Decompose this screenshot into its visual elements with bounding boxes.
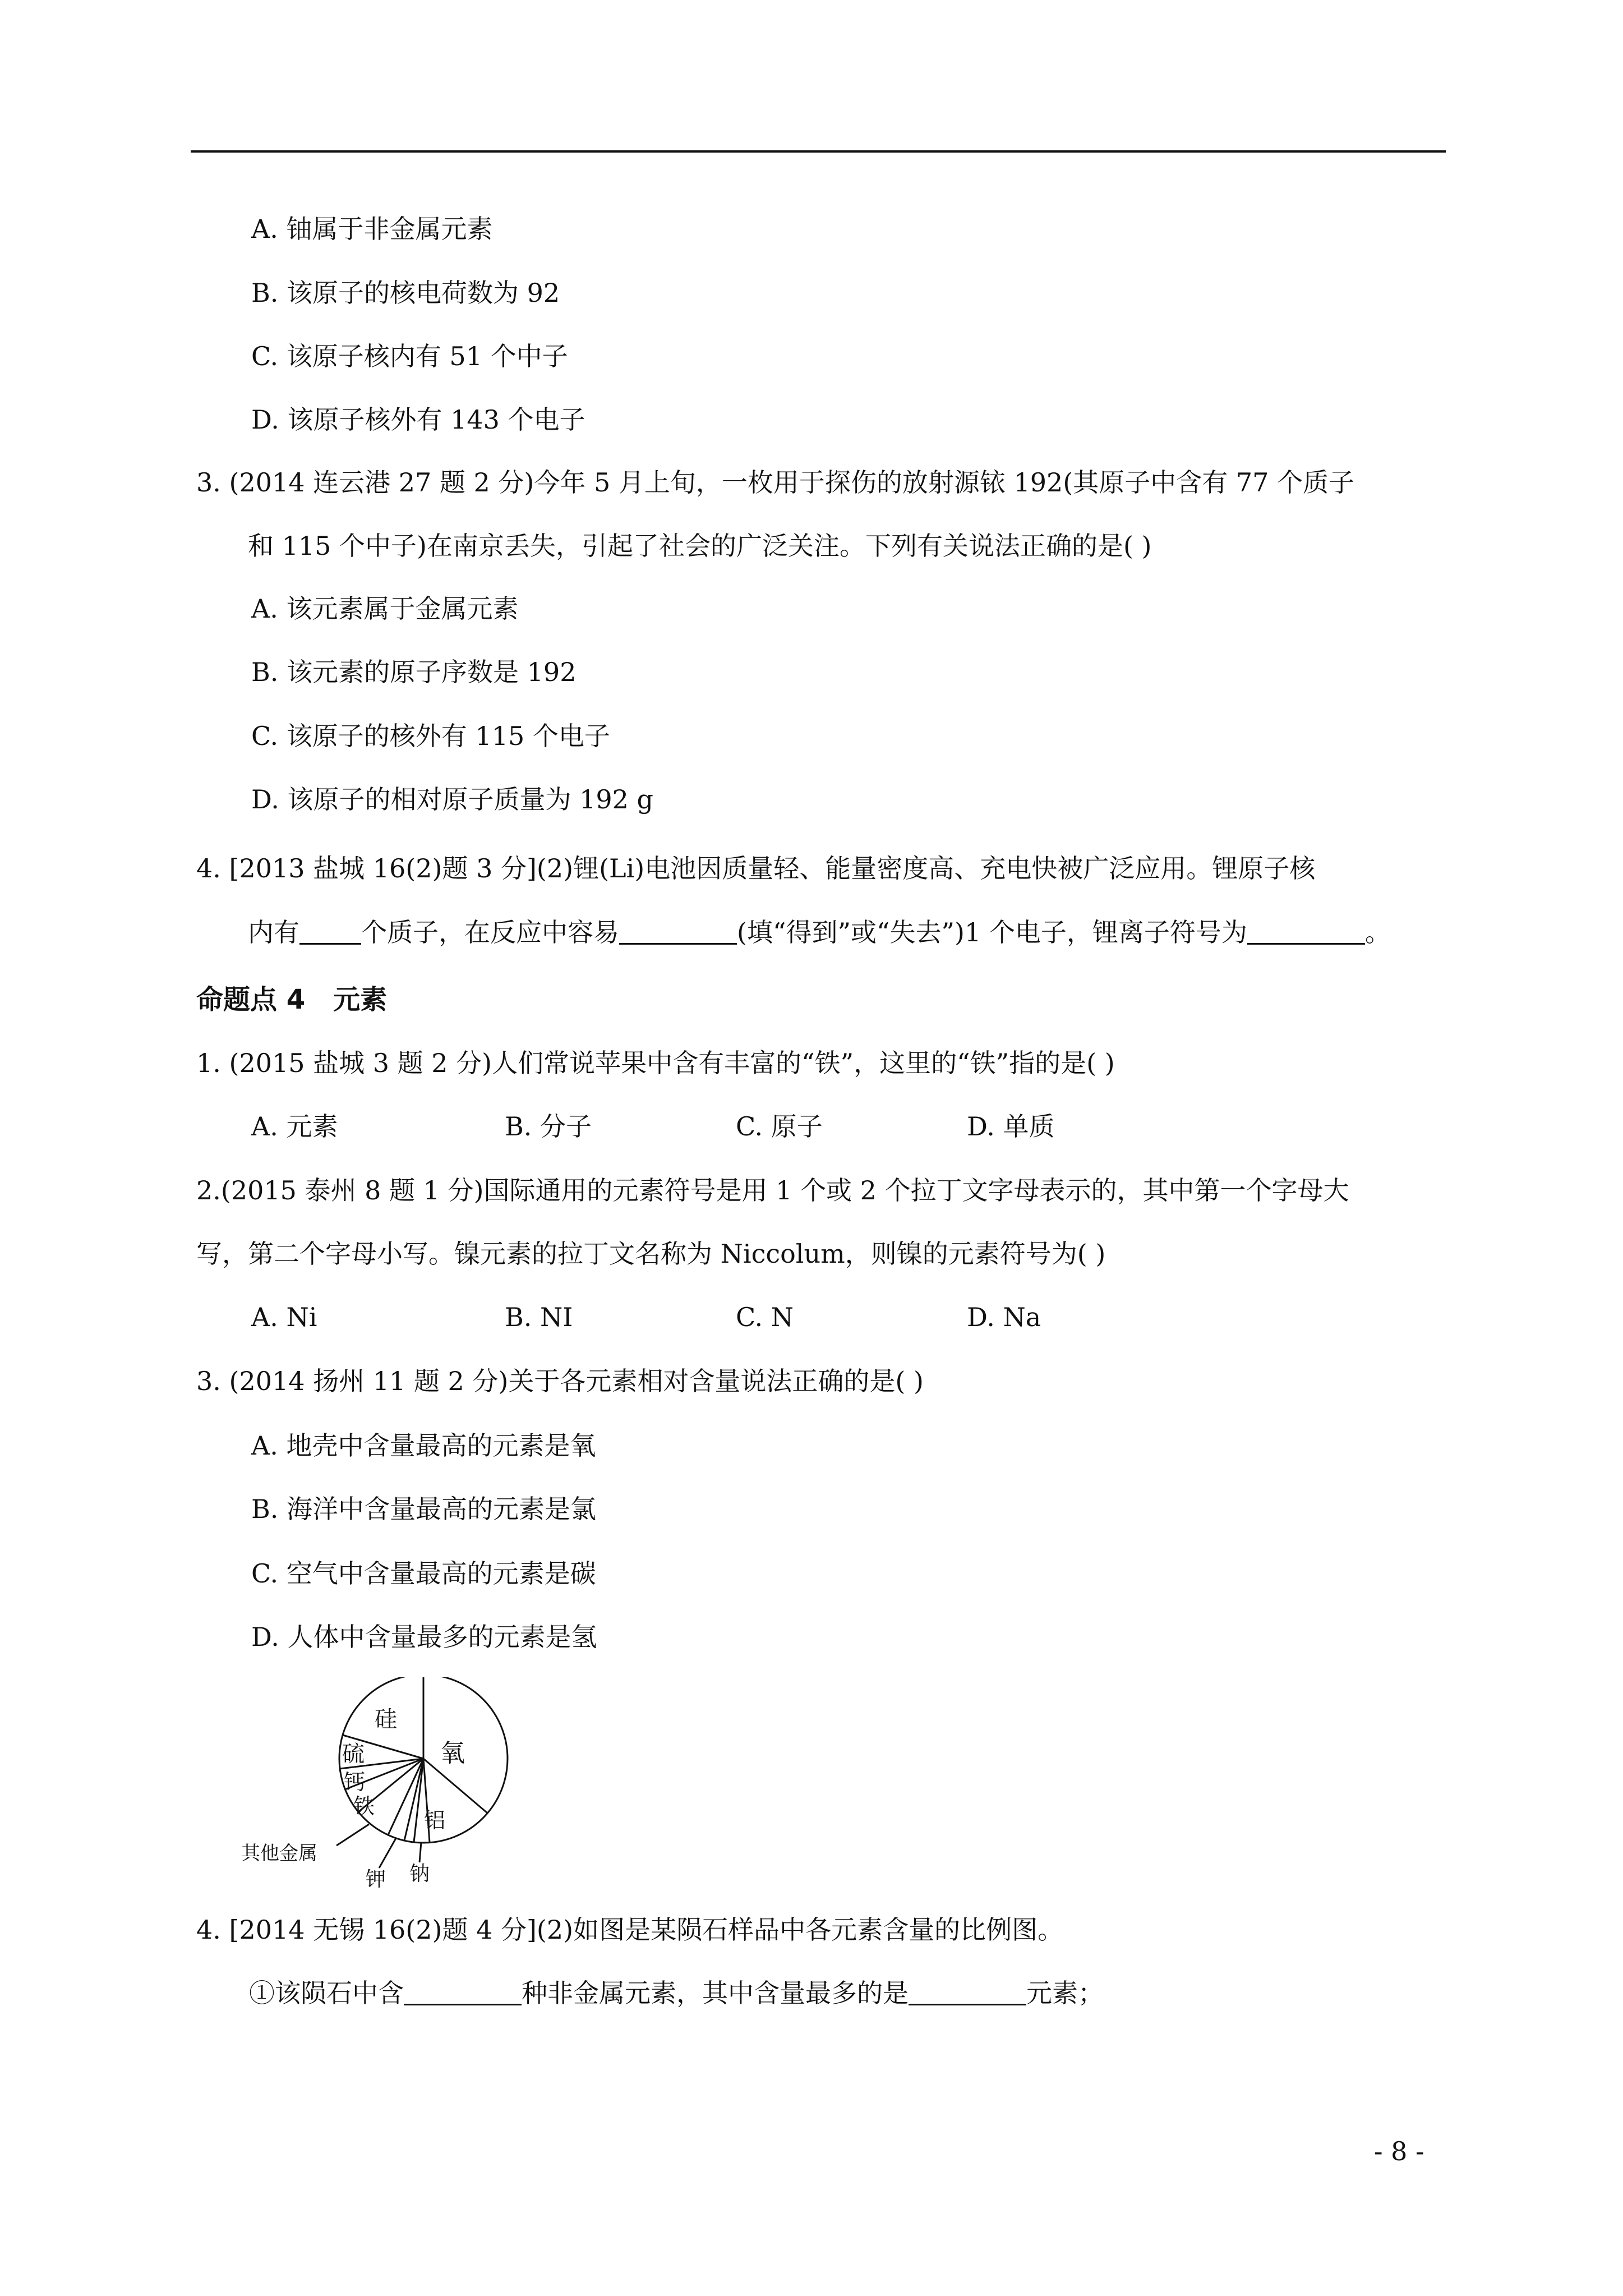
meteorite-pie-figure bbox=[241, 1677, 533, 1890]
label-s: 硫 bbox=[342, 1741, 365, 1767]
s-q4-text-b: 种非金属元素，其中含量最多的是 bbox=[522, 1978, 909, 2008]
s-q2-stem-line1: 2.(2015 泰州 8 题 1 分)国际通用的元素符号是用 1 个或 2 个拉丁文字母表示的，其中第一个字母大 bbox=[196, 1175, 1349, 1205]
s-q1-option-a: A. 元素 bbox=[251, 1111, 338, 1142]
q4-stem-line2 bbox=[248, 915, 1391, 949]
s-q2-option-c: C. N bbox=[736, 1302, 794, 1332]
s-q1-stem: 1. (2015 盐城 3 题 2 分)人们常说苹果中含有丰富的“铁”，这里的“铁”指的是( ) bbox=[196, 1048, 1115, 1078]
q3-option-c: C. 该原子的核外有 115 个电子 bbox=[251, 721, 610, 751]
label-si: 硅 bbox=[375, 1706, 397, 1732]
section-heading bbox=[196, 983, 387, 1016]
q4-text-b: 个质子，在反应中容易 bbox=[361, 917, 619, 947]
s-q3-stem: 3. (2014 扬州 11 题 2 分)关于各元素相对含量说法正确的是( ) bbox=[196, 1366, 924, 1396]
blank-proton-count bbox=[299, 918, 361, 945]
label-al: 铝 bbox=[424, 1808, 446, 1833]
s-q4-text-a: ①该陨石中含 bbox=[249, 1978, 404, 2008]
q4-text-a: 内有 bbox=[248, 917, 299, 947]
blank-most-abundant bbox=[909, 1979, 1026, 2005]
label-fe: 铁 bbox=[353, 1794, 375, 1819]
s-q1-option-b: B. 分子 bbox=[505, 1111, 592, 1142]
label-o: 氧 bbox=[440, 1739, 465, 1768]
s-q3-option-a: A. 地壳中含量最高的元素是氧 bbox=[251, 1430, 596, 1461]
prev-option-c: C. 该原子核内有 51 个中子 bbox=[251, 341, 568, 371]
label-na: 钠 bbox=[409, 1862, 430, 1885]
prev-option-b: B. 该原子的核电荷数为 92 bbox=[251, 278, 560, 308]
label-other-metals: 其他金属 bbox=[241, 1842, 317, 1865]
q3-option-a: A. 该元素属于金属元素 bbox=[251, 593, 519, 624]
q3-stem-line2: 和 115 个中子)在南京丢失，引起了社会的广泛关注。下列有关说法正确的是( ) bbox=[248, 531, 1152, 561]
blank-ion-symbol bbox=[1247, 918, 1365, 945]
s-q4-text-c: 元素； bbox=[1026, 1978, 1104, 2008]
s-q3-option-c: C. 空气中含量最高的元素是碳 bbox=[251, 1558, 596, 1589]
blank-gain-lose bbox=[619, 918, 737, 945]
s-q2-option-d: D. Na bbox=[967, 1302, 1041, 1332]
s-q3-option-d: D. 人体中含量最多的元素是氢 bbox=[251, 1622, 597, 1652]
label-k: 钾 bbox=[366, 1868, 386, 1890]
blank-nonmetal-count bbox=[404, 1979, 522, 2005]
prev-option-a: A. 铀属于非金属元素 bbox=[251, 214, 493, 244]
s-q1-option-c: C. 原子 bbox=[736, 1111, 823, 1142]
q3-option-d: D. 该原子的相对原子质量为 192 g bbox=[251, 784, 653, 815]
header-rule bbox=[191, 150, 1446, 153]
s-q2-option-b: B. NI bbox=[505, 1302, 573, 1332]
page-number: - 8 - bbox=[1374, 2136, 1424, 2166]
s-q2-option-a: A. Ni bbox=[251, 1302, 317, 1332]
s-q1-option-d: D. 单质 bbox=[967, 1111, 1055, 1142]
q3-option-b: B. 该元素的原子序数是 192 bbox=[251, 657, 577, 687]
q4-text-c: (填“得到”或“失去”)1 个电子，锂离子符号为 bbox=[737, 917, 1247, 947]
s-q2-stem-line2: 写，第二个字母小写。镍元素的拉丁文名称为 Niccolum，则镍的元素符号为( ) bbox=[196, 1239, 1106, 1269]
q4-text-d: 。 bbox=[1364, 917, 1391, 947]
section-title: 元素 bbox=[333, 984, 388, 1015]
s-q4-stem-line2 bbox=[249, 1976, 1104, 2010]
label-ca: 钙 bbox=[344, 1770, 366, 1795]
q3-stem-line1: 3. (2014 连云港 27 题 2 分)今年 5 月上旬，一枚用于探伤的放射源铱 192(其原子中含有 77 个质子 bbox=[196, 467, 1355, 498]
section-label: 命题点 4 bbox=[196, 984, 306, 1015]
s-q3-option-b: B. 海洋中含量最高的元素是氯 bbox=[251, 1494, 597, 1524]
s-q4-stem-line1: 4. [2014 无锡 16(2)题 4 分](2)如图是某陨石样品中各元素含量的比例图。 bbox=[196, 1915, 1064, 1945]
s-q1-options bbox=[251, 1110, 1055, 1143]
q4-stem-line1: 4. [2013 盐城 16(2)题 3 分](2)锂(Li)电池因质量轻、能量密度高、充电快被广泛应用。锂原子核 bbox=[196, 853, 1316, 884]
s-q2-options bbox=[251, 1300, 1041, 1334]
prev-option-d: D. 该原子核外有 143 个电子 bbox=[251, 404, 585, 435]
